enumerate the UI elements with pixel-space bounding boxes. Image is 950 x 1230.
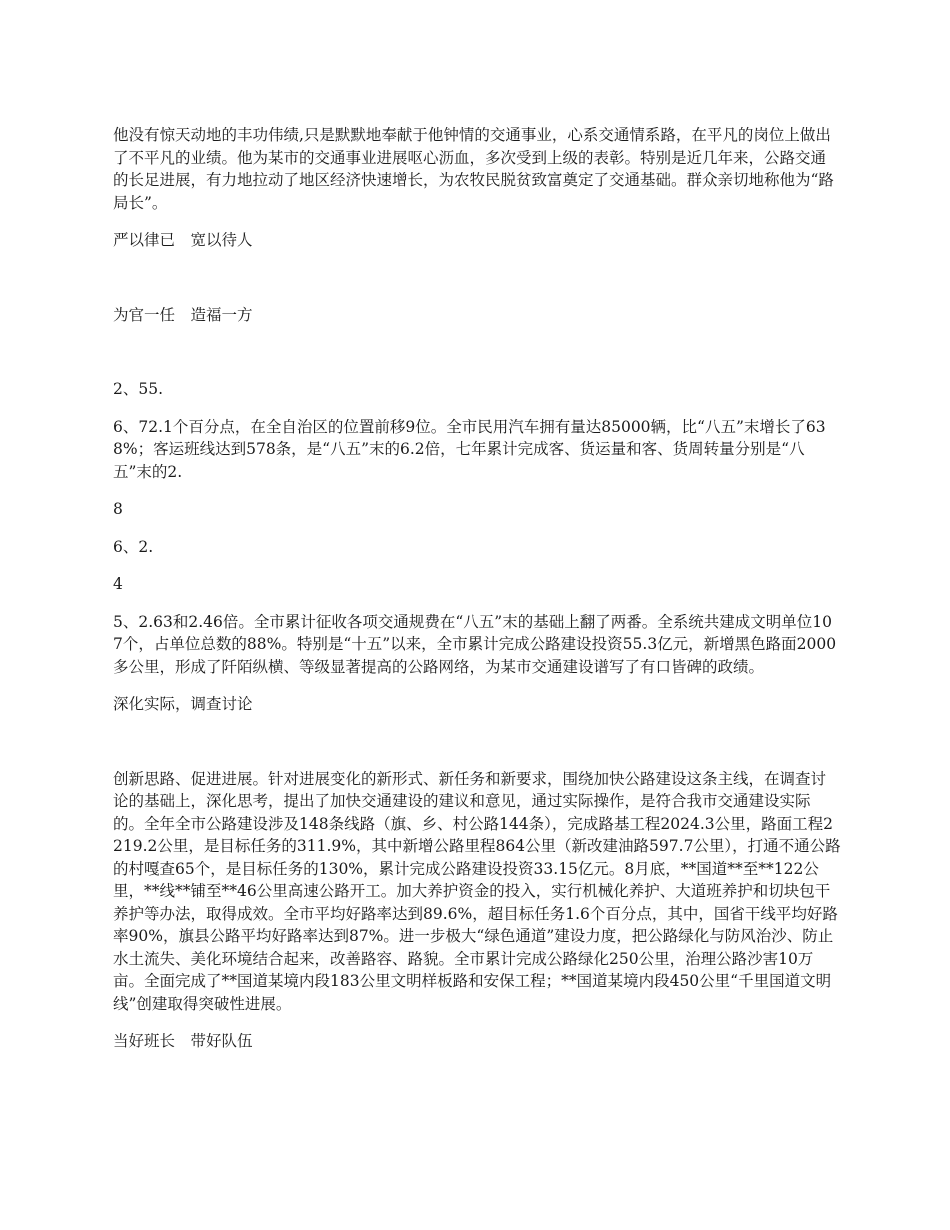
paragraph-stats-2: 5、2.63和2.46倍。全市累计征收各项交通规费在“八五”末的基础上翻了两番。全系统共建成文明单位107个，占单位总数的88%。特别是“十五”以来，全市累计完成公路建设投资55.3亿元，新增黑色路面2000多公里，形成了阡陌纵横、等级显著提高的公路网络，为某市交通建设谱写了有口皆碑的政绩。 [113,612,837,676]
paragraph-innovation: 创新思路、促进进展。针对进展变化的新形式、新任务和新要求，围绕加快公路建设这条主线，在调查讨论的基础上，深化思考，提出了加快交通建设的建议和意见，通过实际操作，是符合我市交通建设实际的。全年全市公路建设涉及148条线路（旗、乡、村公路144条），完成路基工程2024.3公里，路面工程2219.2公里，是目标任务的311.9%，其中新增公路里程864公里（新改建油路597.7公里），打通不通公路的村嘎查65个，是目标任务的130%，累计完成公路建设投资33.15亿元。8月底，**国道**至**122公里，**线**铺至**46公里高速公路开工。加大养护资金的投入，实行机械化养护、大道班养护和切块包干养护等办法，取得成效。全市平均好路率达到89.6%，超目标任务1.6个百分点，其中，国省干线平均好路率90%，旗县公路平均好路率达到87%。进一步极大“绿色通道”建设力度，把公路绿化与防风治沙、防止水土流失、美化环境结合起来，改善路容、路貌。全市累计完成公路绿化250公里，治理公路沙害10万亩。全面完成了**国道某境内段183公里文明样板路和安保工程；**国道某境内段450公里“千里国道文明线”创建取得突破性进展。 [113,769,841,1013]
heading-research: 深化实际，调查讨论 [113,695,253,713]
document-page [113,124,841,1053]
paragraph-intro: 他没有惊天动地的丰功伟绩,只是默默地奉献于他钟情的交通事业，心系交通情系路，在平凡的岗位上做出了不平凡的业绩。他为某市的交通事业进展呕心沥血，多次受到上级的表彰。特别是近几年来，公路交通的长足进展，有力地拉动了地区经济快速增长，为农牧民脱贫致富奠定了交通基础。群众亲切地称他为“路局长”。 [113,126,834,212]
paragraph-fragment-2: 8 [113,500,123,518]
paragraph-stats-1: 6、72.1个百分点，在全自治区的位置前移9位。全市民用汽车拥有量达85000辆，比“八五”末增长了638%；客运班线达到578条，是“八五”末的6.2倍，七年累计完成客、货运量和客、货周转量分别是“八五”末的2. [113,417,826,481]
heading-discipline: 严以律已 宽以待人 [113,231,253,249]
heading-leadership: 当好班长 带好队伍 [113,1032,253,1050]
paragraph-fragment-1: 2、55. [113,380,164,398]
paragraph-fragment-3: 6、2. [113,537,154,556]
heading-service: 为官一任 造福一方 [113,305,253,324]
paragraph-fragment-4: 4 [113,575,123,593]
